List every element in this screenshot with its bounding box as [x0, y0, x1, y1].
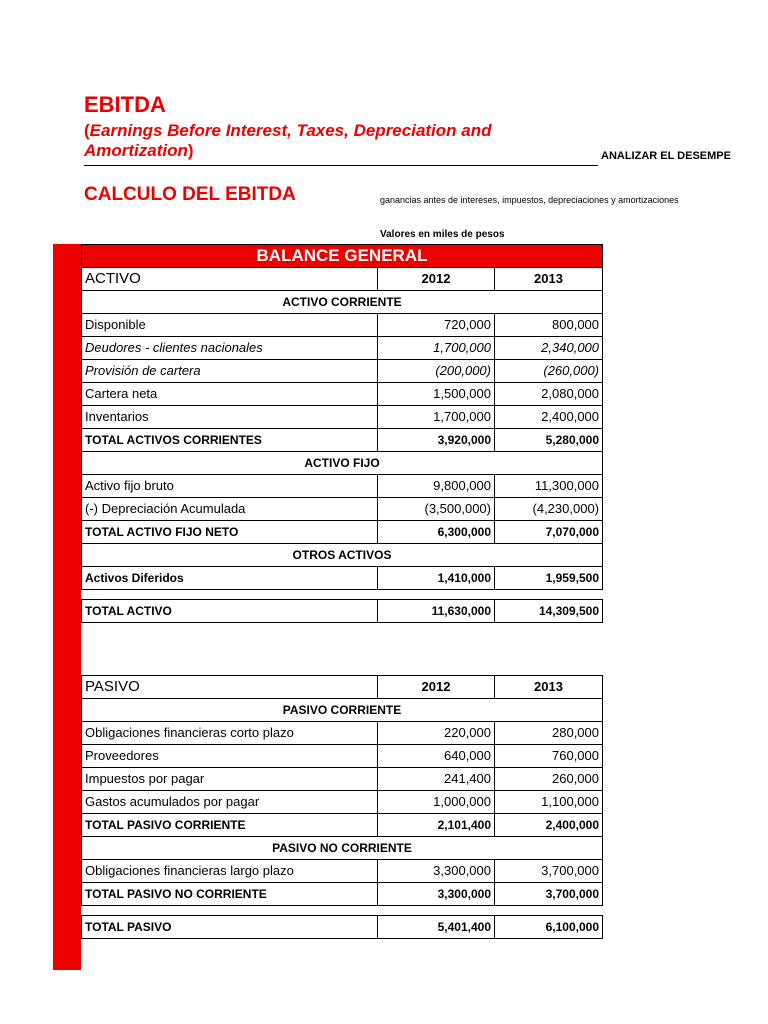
total-2013: 3,700,000	[495, 883, 603, 906]
total-row	[82, 916, 603, 939]
total-row	[82, 883, 603, 906]
table-row	[82, 745, 603, 768]
table-row	[82, 406, 603, 429]
value-2012: (200,000)	[378, 360, 495, 383]
row-label: Cartera neta	[82, 383, 378, 406]
table-row	[82, 498, 603, 521]
section-otros-activos: OTROS ACTIVOS	[82, 544, 603, 567]
value-2013: 2,400,000	[495, 406, 603, 429]
value-2012: 220,000	[378, 722, 495, 745]
value-2012: 1,410,000	[378, 567, 495, 590]
table-row	[82, 860, 603, 883]
total-label: TOTAL PASIVO NO CORRIENTE	[82, 883, 378, 906]
value-2013: 2,080,000	[495, 383, 603, 406]
value-2012: (3,500,000)	[378, 498, 495, 521]
value-2012: 1,000,000	[378, 791, 495, 814]
total-2012: 11,630,000	[378, 600, 495, 623]
total-2013: 7,070,000	[495, 521, 603, 544]
table-row	[82, 567, 603, 590]
row-label: (-) Depreciación Acumulada	[82, 498, 378, 521]
total-2012: 5,401,400	[378, 916, 495, 939]
total-row	[82, 521, 603, 544]
table-row	[82, 768, 603, 791]
units-note: Valores en miles de pesos	[380, 229, 505, 240]
table-row	[82, 791, 603, 814]
total-2012: 2,101,400	[378, 814, 495, 837]
total-2012: 3,920,000	[378, 429, 495, 452]
calc-note: ganancias antes de intereses, impuestos, depreciaciones y amortizaciones	[380, 195, 679, 205]
section-activo-fijo: ACTIVO FIJO	[82, 452, 603, 475]
total-label: TOTAL PASIVO CORRIENTE	[82, 814, 378, 837]
calc-title: CALCULO DEL EBITDA	[84, 184, 296, 205]
ebitda-subtitle	[84, 121, 554, 161]
total-2013: 5,280,000	[495, 429, 603, 452]
pasivo-header-row	[82, 676, 603, 699]
total-2012: 3,300,000	[378, 883, 495, 906]
row-label: Impuestos por pagar	[82, 768, 378, 791]
table-row	[82, 314, 603, 337]
row-label: Disponible	[82, 314, 378, 337]
row-label: Activos Diferidos	[82, 567, 378, 590]
total-row	[82, 600, 603, 623]
ebitda-title: EBITDA	[84, 92, 166, 117]
value-2013: 3,700,000	[495, 860, 603, 883]
table-row	[82, 722, 603, 745]
value-2013: 280,000	[495, 722, 603, 745]
balance-title: BALANCE GENERAL	[82, 245, 603, 268]
table-row	[82, 360, 603, 383]
table-row	[82, 337, 603, 360]
activo-table	[81, 244, 603, 623]
value-2013: 11,300,000	[495, 475, 603, 498]
year-2013: 2013	[495, 676, 603, 699]
total-2013: 14,309,500	[495, 600, 603, 623]
year-2012: 2012	[378, 676, 495, 699]
value-2012: 1,700,000	[378, 337, 495, 360]
row-label: Deudores - clientes nacionales	[82, 337, 378, 360]
total-row	[82, 429, 603, 452]
row-label: Provisión de cartera	[82, 360, 378, 383]
value-2013: 800,000	[495, 314, 603, 337]
title-underline	[84, 165, 598, 166]
value-2013: 2,340,000	[495, 337, 603, 360]
value-2012: 1,500,000	[378, 383, 495, 406]
total-2013: 6,100,000	[495, 916, 603, 939]
activo-header-row	[82, 268, 603, 291]
paren-close: )	[187, 141, 194, 160]
total-2013: 2,400,000	[495, 814, 603, 837]
table-row	[82, 475, 603, 498]
value-2012: 241,400	[378, 768, 495, 791]
value-2013: (4,230,000)	[495, 498, 603, 521]
value-2013: (260,000)	[495, 360, 603, 383]
total-label: TOTAL ACTIVO FIJO NETO	[82, 521, 378, 544]
total-label: TOTAL ACTIVOS CORRIENTES	[82, 429, 378, 452]
side-label: ANALIZAR EL DESEMPE	[601, 150, 731, 162]
section-pasivo-corriente: PASIVO CORRIENTE	[82, 699, 603, 722]
value-2012: 640,000	[378, 745, 495, 768]
row-label: Activo fijo bruto	[82, 475, 378, 498]
row-label: Obligaciones financieras largo plazo	[82, 860, 378, 883]
value-2013: 760,000	[495, 745, 603, 768]
pasivo-table	[81, 675, 603, 939]
row-label: Obligaciones financieras corto plazo	[82, 722, 378, 745]
row-label: Gastos acumulados por pagar	[82, 791, 378, 814]
year-2013: 2013	[495, 268, 603, 291]
paren-open: (	[84, 121, 90, 140]
value-2012: 720,000	[378, 314, 495, 337]
pasivo-label: PASIVO	[82, 676, 378, 699]
total-row	[82, 814, 603, 837]
value-2012: 3,300,000	[378, 860, 495, 883]
red-side-bar	[53, 244, 81, 970]
year-2012: 2012	[378, 268, 495, 291]
subtitle-italic: Earnings Before Interest, Taxes, Depreciation and Amortization	[84, 121, 492, 160]
value-2012: 1,700,000	[378, 406, 495, 429]
total-2012: 6,300,000	[378, 521, 495, 544]
row-label: Inventarios	[82, 406, 378, 429]
activo-label: ACTIVO	[82, 268, 378, 291]
value-2013: 1,100,000	[495, 791, 603, 814]
row-label: Proveedores	[82, 745, 378, 768]
total-label: TOTAL ACTIVO	[82, 600, 378, 623]
section-activo-corriente: ACTIVO CORRIENTE	[82, 291, 603, 314]
value-2012: 9,800,000	[378, 475, 495, 498]
value-2013: 1,959,500	[495, 567, 603, 590]
table-row	[82, 383, 603, 406]
total-label: TOTAL PASIVO	[82, 916, 378, 939]
value-2013: 260,000	[495, 768, 603, 791]
section-pasivo-no-corriente: PASIVO NO CORRIENTE	[82, 837, 603, 860]
